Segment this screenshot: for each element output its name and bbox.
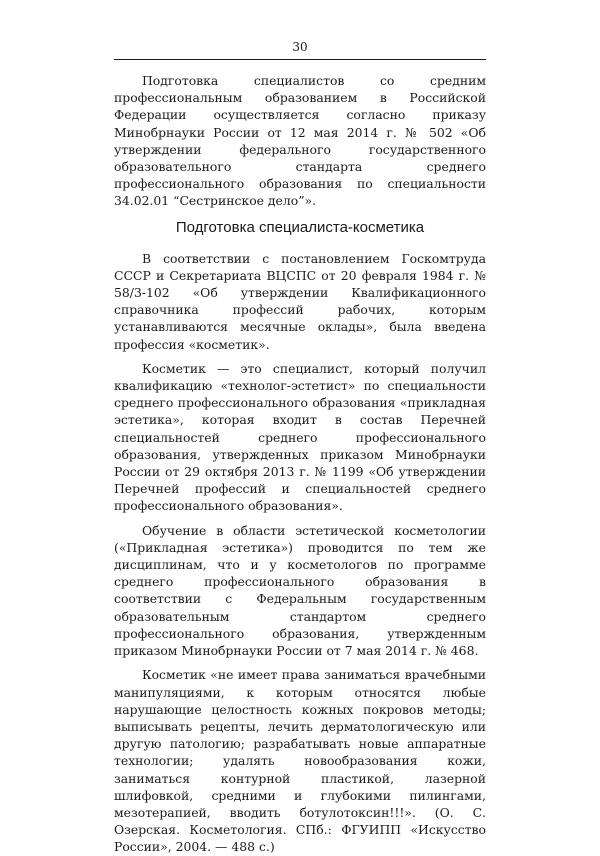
body-paragraph: Косметик «не имеет права заниматься врачебными манипуляциями, к которым относятся любые нарушающие целостность кожных покровов методы; выписывать рецепты, лечить дерматологическую или другую патологию; разрабатывать новые аппаратные технологии; удалять новообразования кожи, заниматься контурной пластикой, лазерной шлифовкой, средними и глубокими пилингами, мезотерапией, вводить ботулотоксин!!!». (О. С. Озерская. Косметология. СПб.: ФГУИПП «Искусство России», 2004. — 488 с.) <box>114 667 486 855</box>
page-number: 30 <box>292 40 308 54</box>
section-heading: Подготовка специалиста-косметика <box>175 218 425 236</box>
intro-paragraph: Подготовка специалистов со средним профессиональным образованием в Российской Федерации осуществляется согласно приказу Минобрнауки России от 12 мая 2014 г. № 502 «Об утверждении федерального государственного образовательного стандарта среднего профессионального образования по специальности 34.02.01 “Сестринское дело”». <box>114 73 486 209</box>
body-paragraph: Косметик — это специалист, который получил квалификацию «технолог-эстетист» по специальности среднего профессионального образования «прикладная эстетика», которая входит в состав Перечней специальностей среднего профессионального образования, утвержденных приказом Минобрнауки России от 29 октября 2013 г. № 1199 «Об утверждении Перечней профессий и специальностей среднего профессионального образования». <box>114 360 486 514</box>
page-body <box>114 72 486 856</box>
body-paragraph: В соответствии с постановлением Госкомтруда СССР и Секретариата ВЦСПС от 20 февраля 1984 г. № 58/3-102 «Об утверждении Квалификационного справочника профессий рабочих, которым устанавливаются месячные оклады», была введена профессия «косметик». <box>114 250 486 352</box>
header-divider <box>114 59 486 60</box>
body-paragraph: Обучение в области эстетической косметологии («Прикладная эстетика») проводится по тем же дисциплинам, что и у косметологов по программе среднего профессионального образования в соответствии с Федеральным государственным образовательным стандартом среднего профессионального образования, утвержденным приказом Минобрнауки России от 7 мая 2014 г. № 468. <box>114 522 486 659</box>
